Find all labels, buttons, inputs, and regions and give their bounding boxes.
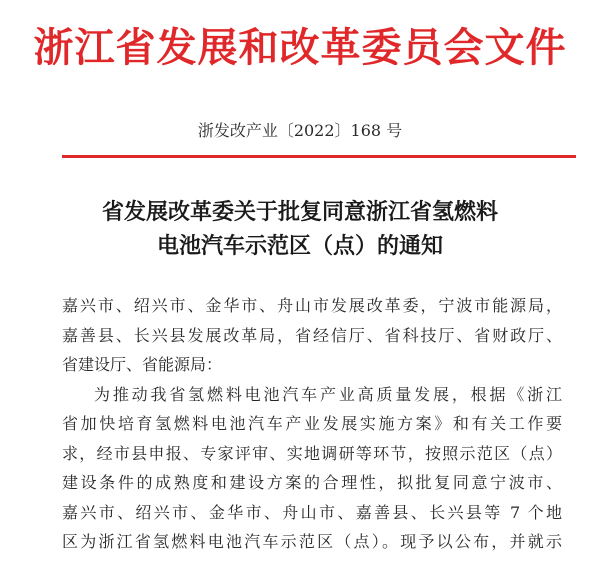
body-line: 建设条件的成熟度和建设方案的合理性，拟批复同意宁波市、 bbox=[62, 473, 562, 492]
red-divider-line bbox=[62, 155, 576, 158]
notice-title bbox=[0, 196, 600, 264]
notice-body bbox=[62, 291, 562, 557]
notice-title-line: 省发展改革委关于批复同意浙江省氢燃料 bbox=[101, 200, 498, 225]
body-line: 嘉善县、长兴县发展改革局，省经信厅、省科技厅、省财政厅、 bbox=[62, 325, 562, 345]
document-number: 浙发改产业〔2022〕168 号 bbox=[197, 121, 403, 140]
document-header-title: 浙江省发展和改革委员会文件 bbox=[33, 25, 567, 71]
body-line: 嘉兴市、绍兴市、金华市、舟山市发展改革委，宁波市能源局， bbox=[62, 296, 562, 315]
body-line: 省加快培育氢燃料电池汽车产业发展实施方案》和有关工作要 bbox=[62, 414, 562, 433]
body-line: 求，经市县申报、专家评审、实地调研等环节，按照示范区（点） bbox=[62, 443, 562, 463]
body-line: 省建设厅、省能源局： bbox=[62, 355, 223, 374]
body-line: 嘉兴市、绍兴市、金华市、舟山市、嘉善县、长兴县等 7 个地 bbox=[62, 502, 562, 522]
body-line: 区为浙江省氢燃料电池汽车示范区（点）。现予以公布，并就示 bbox=[62, 532, 562, 551]
notice-title-line: 电池汽车示范区（点）的通知 bbox=[156, 234, 443, 259]
body-line: 为推动我省氢燃料电池汽车产业高质量发展，根据《浙江 bbox=[94, 384, 562, 404]
